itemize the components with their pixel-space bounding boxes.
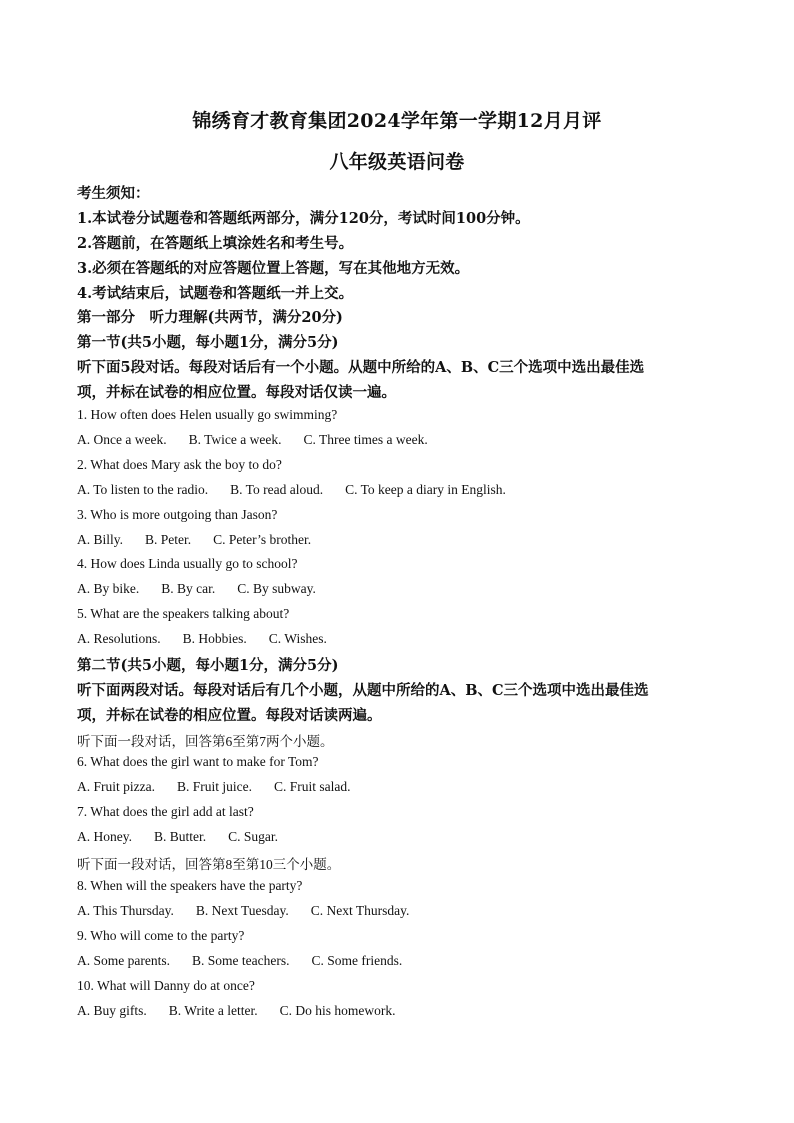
option-a: A. Some parents. bbox=[77, 953, 170, 968]
question-text: 5. What are the speakers talking about? bbox=[77, 606, 290, 621]
question-text: 7. What does the girl add at last? bbox=[77, 804, 254, 819]
option-b: B. Some teachers. bbox=[191, 953, 290, 968]
notice-item: 1.本试卷分试题卷和答题纸两部分，满分120分，考试时间100分钟。 bbox=[77, 210, 530, 227]
question-options bbox=[77, 581, 722, 597]
question-options bbox=[77, 1003, 722, 1019]
option-a: A. Fruit pizza. bbox=[77, 779, 155, 794]
notice-item: 3.必须在答题纸的对应答题位置上答题，写在其他地方无效。 bbox=[77, 260, 470, 277]
option-c: C. Fruit salad. bbox=[273, 779, 351, 794]
dialog-intro: 听下面一段对话，回答第6至第7两个小题。 bbox=[77, 734, 334, 749]
question-text: 2. What does Mary ask the boy to do? bbox=[77, 457, 282, 472]
question-options bbox=[77, 532, 722, 548]
notice-item: 4.考试结束后，试题卷和答题纸一并上交。 bbox=[77, 285, 354, 302]
dialog-intro: 听下面一段对话，回答第8至第10三个小题。 bbox=[77, 857, 341, 872]
question-options bbox=[77, 903, 722, 919]
question-text: 3. Who is more outgoing than Jason? bbox=[77, 507, 278, 522]
exam-subtitle: 八年级英语问卷 bbox=[329, 151, 465, 173]
option-b: B. By car. bbox=[161, 581, 216, 596]
option-a: A. Buy gifts. bbox=[77, 1003, 147, 1018]
question-text: 6. What does the girl want to make for Tom? bbox=[77, 754, 319, 769]
question-options bbox=[77, 953, 722, 969]
option-a: A. To listen to the radio. bbox=[77, 482, 209, 497]
option-b: B. Twice a week. bbox=[188, 432, 282, 447]
option-b: B. To read aloud. bbox=[230, 482, 324, 497]
notice-item: 2.答题前，在答题纸上填涂姓名和考生号。 bbox=[77, 235, 354, 252]
option-c: C. Sugar. bbox=[228, 829, 279, 844]
option-a: A. By bike. bbox=[77, 581, 140, 596]
exam-title: 锦绣育才教育集团2024学年第一学期12月月评 bbox=[192, 110, 602, 132]
option-c: C. Peter’s brother. bbox=[213, 532, 312, 547]
question-text: 4. How does Linda usually go to school? bbox=[77, 556, 298, 571]
question-text: 1. How often does Helen usually go swimming? bbox=[77, 407, 338, 422]
notice-heading: 考生须知： bbox=[77, 185, 150, 202]
option-c: C. Next Thursday. bbox=[310, 903, 410, 918]
question-text: 10. What will Danny do at once? bbox=[77, 978, 255, 993]
option-c: C. Three times a week. bbox=[303, 432, 428, 447]
option-b: B. Hobbies. bbox=[182, 631, 247, 646]
option-b: B. Write a letter. bbox=[168, 1003, 258, 1018]
question-text: 9. Who will come to the party? bbox=[77, 928, 245, 943]
option-c: C. Wishes. bbox=[268, 631, 327, 646]
option-c: C. Do his homework. bbox=[279, 1003, 396, 1018]
option-b: B. Fruit juice. bbox=[176, 779, 252, 794]
section2-instruction: 听下面两段对话。每段对话后有几个小题，从题中所给的A、B、C三个选项中选出最佳选 bbox=[77, 682, 649, 699]
question-options bbox=[77, 432, 722, 448]
section1-instruction: 听下面5段对话。每段对话后有一个小题。从题中所给的A、B、C三个选项中选出最佳选 bbox=[77, 359, 645, 376]
question-options bbox=[77, 631, 722, 647]
section1-heading: 第一节(共5小题，每小题1分，满分5分) bbox=[77, 334, 339, 351]
option-c: C. Some friends. bbox=[311, 953, 403, 968]
option-a: A. Billy. bbox=[77, 532, 124, 547]
option-b: B. Peter. bbox=[145, 532, 192, 547]
option-a: A. Honey. bbox=[77, 829, 132, 844]
option-a: A. Once a week. bbox=[77, 432, 167, 447]
section2-instruction: 项，并标在试卷的相应位置。每段对话读两遍。 bbox=[77, 707, 382, 724]
part1-heading: 第一部分 听力理解(共两节，满分20分) bbox=[77, 309, 343, 326]
section2-heading: 第二节(共5小题，每小题1分，满分5分) bbox=[77, 657, 339, 674]
option-a: A. Resolutions. bbox=[77, 631, 161, 646]
option-c: C. To keep a diary in English. bbox=[345, 482, 506, 497]
option-a: A. This Thursday. bbox=[77, 903, 174, 918]
option-c: C. By subway. bbox=[237, 581, 316, 596]
option-b: B. Next Tuesday. bbox=[195, 903, 289, 918]
question-options bbox=[77, 482, 722, 498]
option-b: B. Butter. bbox=[154, 829, 207, 844]
section1-instruction: 项，并标在试卷的相应位置。每段对话仅读一遍。 bbox=[77, 384, 396, 401]
question-options bbox=[77, 779, 722, 795]
question-text: 8. When will the speakers have the party? bbox=[77, 878, 303, 893]
question-options bbox=[77, 829, 722, 845]
